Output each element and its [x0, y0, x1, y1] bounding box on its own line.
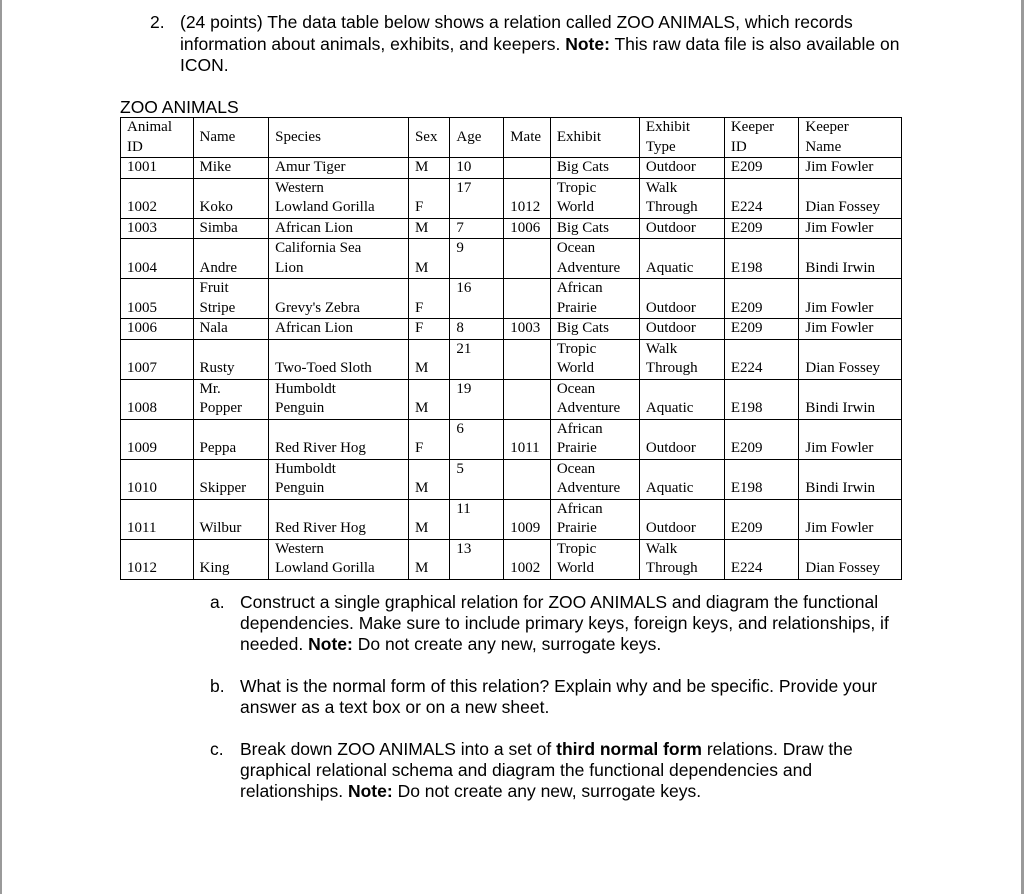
cell-exhibit-type [639, 379, 724, 419]
cell-exhibit [550, 239, 639, 279]
table-body [121, 158, 902, 580]
cell-sex: F [408, 319, 449, 340]
text-run: Do not create any new, surrogate keys. [392, 781, 702, 801]
table-row [121, 239, 902, 279]
cell-keeper-id: E209 [724, 218, 799, 239]
cell-name [193, 319, 269, 340]
sub-question-letter: a. [210, 592, 225, 612]
header-exhibit [550, 118, 639, 158]
cell-keeper-name: Jim Fowler [799, 419, 902, 459]
cell-keeper-id: E209 [724, 319, 799, 340]
sub-question-text [240, 676, 900, 718]
cell-species [269, 319, 409, 340]
table-header-row [121, 118, 902, 158]
cell-line: Humboldt [275, 380, 336, 397]
cell-exhibit-type [639, 459, 724, 499]
cell-line: Lowland Gorilla [275, 199, 375, 215]
cell-line: Adventure [556, 480, 621, 496]
cell-keeper-name: Jim Fowler [799, 499, 902, 539]
cell-age: 5 [450, 459, 504, 499]
cell-mate: 1006 [504, 218, 551, 239]
cell-mate: 1002 [504, 539, 551, 579]
cell-species [269, 279, 409, 319]
cell-line: African Lion [275, 320, 353, 336]
cell-line: Red River Hog [275, 440, 366, 456]
cell-keeper-name: Bindi Irwin [799, 379, 902, 419]
header-line: Keeper [730, 119, 775, 135]
cell-keeper-id: E224 [724, 178, 799, 218]
table-row [121, 319, 902, 340]
header-exhibit-type [639, 118, 724, 158]
cell-exhibit-type [639, 178, 724, 218]
cell-line: Walk [645, 540, 678, 557]
cell-species [269, 499, 409, 539]
text-run: Break down ZOO ANIMALS into a set of [240, 739, 557, 759]
table-row [121, 419, 902, 459]
text-run: relations. Draw the graphical relational schema and diagram the functional dependencies and relationships. [240, 739, 853, 801]
cell-keeper-id: E209 [724, 419, 799, 459]
bold-text: Note: [565, 33, 610, 54]
cell-age: 6 [450, 419, 504, 459]
cell-exhibit-type [639, 499, 724, 539]
cell-mate [504, 459, 551, 499]
cell-sex: M [408, 459, 449, 499]
bold-text: Note: [347, 781, 393, 801]
header-line: Exhibit [645, 119, 691, 135]
cell-line: Lowland Gorilla [275, 560, 375, 576]
header-line: Mate [510, 128, 542, 145]
cell-keeper-name: Jim Fowler [799, 319, 902, 340]
cell-line: Andre [199, 259, 237, 276]
cell-exhibit [550, 218, 639, 239]
cell-keeper-id: E209 [724, 499, 799, 539]
cell-sex: F [408, 178, 449, 218]
cell-id: 1010 [121, 459, 194, 499]
header-line: ID [730, 138, 747, 155]
cell-line: Adventure [556, 400, 621, 416]
cell-id: 1008 [121, 379, 194, 419]
cell-exhibit [550, 459, 639, 499]
cell-line: Through [645, 199, 698, 215]
cell-line: Outdoor [645, 520, 696, 536]
cell-name [193, 459, 269, 499]
zoo-animals-table [120, 117, 902, 580]
cell-species [269, 539, 409, 579]
header-line: Name [805, 138, 842, 155]
cell-name [193, 178, 269, 218]
header-mate [504, 118, 551, 158]
sub-question-b [210, 676, 900, 718]
cell-line: Big Cats [556, 219, 609, 236]
cell-id: 1012 [121, 539, 194, 579]
cell-id: 1011 [121, 499, 194, 539]
sub-question-letter: c. [210, 739, 224, 759]
cell-line: Prairie [556, 440, 597, 456]
cell-line: Big Cats [556, 320, 609, 336]
cell-line: Two-Toed Sloth [275, 360, 372, 376]
cell-exhibit-type [639, 279, 724, 319]
cell-mate [504, 158, 551, 179]
header-age [450, 118, 504, 158]
cell-id: 1006 [121, 319, 194, 340]
cell-mate: 1003 [504, 319, 551, 340]
cell-line: Simba [199, 219, 238, 236]
cell-line: Amur Tiger [275, 159, 346, 175]
header-animal-id [121, 118, 194, 158]
header-line: Age [456, 128, 482, 145]
cell-species [269, 218, 409, 239]
cell-line: Skipper [199, 480, 247, 496]
cell-keeper-name: Dian Fossey [799, 339, 902, 379]
cell-keeper-id: E198 [724, 379, 799, 419]
header-line: Sex [414, 128, 438, 145]
table-title: ZOO ANIMALS [120, 97, 239, 117]
cell-name [193, 539, 269, 579]
header-line: Name [199, 128, 236, 145]
cell-line: Nala [199, 320, 228, 336]
cell-exhibit [550, 419, 639, 459]
cell-line: Outdoor [645, 299, 696, 316]
cell-line: Aquatic [645, 400, 694, 416]
cell-name [193, 339, 269, 379]
cell-exhibit [550, 339, 639, 379]
cell-age: 10 [450, 158, 504, 179]
cell-line: African Lion [275, 219, 353, 236]
cell-age: 17 [450, 178, 504, 218]
cell-line: Penguin [275, 480, 325, 496]
table-row [121, 158, 902, 179]
cell-line: Koko [199, 199, 233, 215]
cell-keeper-name: Jim Fowler [799, 218, 902, 239]
cell-keeper-name: Jim Fowler [799, 279, 902, 319]
sub-question-text [240, 739, 900, 802]
cell-line: Outdoor [645, 440, 696, 456]
table-row [121, 339, 902, 379]
header-line: Exhibit [556, 128, 601, 145]
cell-species [269, 379, 409, 419]
cell-age: 7 [450, 218, 504, 239]
cell-line: Through [645, 560, 698, 576]
cell-line: Popper [199, 400, 242, 416]
cell-sex: M [408, 539, 449, 579]
cell-sex: M [408, 499, 449, 539]
sub-question-c [210, 739, 900, 802]
cell-line: Walk [645, 179, 678, 196]
text-run: Do not create any new, surrogate keys. [352, 634, 662, 654]
cell-sex: F [408, 279, 449, 319]
cell-exhibit-type [639, 239, 724, 279]
page-left-border [0, 0, 2, 894]
cell-line: African [556, 500, 603, 517]
header-sex [408, 118, 449, 158]
cell-name [193, 239, 269, 279]
cell-exhibit-type [639, 539, 724, 579]
bold-text: third normal form [556, 739, 702, 759]
cell-name [193, 279, 269, 319]
cell-id: 1002 [121, 178, 194, 218]
cell-mate: 1012 [504, 178, 551, 218]
cell-keeper-name: Jim Fowler [799, 158, 902, 179]
header-line: Keeper [805, 119, 849, 135]
cell-line: Through [645, 360, 698, 376]
cell-line: Penguin [275, 400, 325, 416]
cell-line: Grevy's Zebra [275, 299, 360, 316]
cell-keeper-name: Dian Fossey [799, 539, 902, 579]
cell-species [269, 239, 409, 279]
cell-line: Tropic [556, 540, 597, 557]
table-row [121, 279, 902, 319]
header-name [193, 118, 269, 158]
text-run: Construct a single graphical relation for ZOO ANIMALS and diagram the functional dependencies. Make sure to include primary keys, foreign keys, and relationships, if needed. [240, 592, 889, 654]
cell-line: Aquatic [645, 480, 694, 496]
cell-line: Ocean [556, 240, 596, 256]
cell-line: Walk [645, 340, 678, 357]
cell-line: World [556, 560, 594, 576]
table-row [121, 539, 902, 579]
cell-age: 11 [450, 499, 504, 539]
cell-species [269, 178, 409, 218]
header-keeper-name [799, 118, 902, 158]
cell-line: Red River Hog [275, 520, 366, 536]
cell-sex: M [408, 218, 449, 239]
header-line: ID [127, 138, 143, 155]
cell-line: Stripe [199, 299, 236, 316]
cell-exhibit-type [639, 419, 724, 459]
cell-age: 13 [450, 539, 504, 579]
cell-sex: M [408, 158, 449, 179]
cell-line: King [199, 560, 230, 576]
table-row [121, 218, 902, 239]
cell-species [269, 419, 409, 459]
cell-line: Western [275, 540, 324, 557]
cell-mate: 1009 [504, 499, 551, 539]
cell-line: Humboldt [275, 460, 336, 477]
header-line: Type [645, 138, 676, 155]
cell-age: 19 [450, 379, 504, 419]
cell-name [193, 499, 269, 539]
cell-mate [504, 279, 551, 319]
cell-id: 1001 [121, 158, 194, 179]
cell-line: California Sea [275, 240, 362, 256]
cell-species [269, 158, 409, 179]
cell-line: World [556, 360, 594, 376]
cell-name [193, 419, 269, 459]
question-2 [150, 12, 910, 77]
header-keeper-id [724, 118, 799, 158]
cell-exhibit [550, 279, 639, 319]
cell-name [193, 218, 269, 239]
cell-line: Rusty [199, 360, 235, 376]
cell-line: Outdoor [645, 320, 696, 336]
cell-keeper-name: Dian Fossey [799, 178, 902, 218]
cell-line: Prairie [556, 299, 597, 316]
cell-line: Aquatic [645, 259, 694, 276]
cell-mate [504, 239, 551, 279]
cell-line: Fruit [199, 280, 229, 296]
cell-age: 8 [450, 319, 504, 340]
cell-name [193, 379, 269, 419]
cell-keeper-id: E209 [724, 279, 799, 319]
cell-keeper-name: Bindi Irwin [799, 459, 902, 499]
cell-exhibit-type [639, 158, 724, 179]
cell-age: 9 [450, 239, 504, 279]
question-number: 2. [150, 12, 165, 32]
cell-line: World [556, 199, 594, 215]
cell-keeper-id: E198 [724, 459, 799, 499]
cell-id: 1003 [121, 218, 194, 239]
cell-line: Lion [275, 259, 304, 276]
cell-sex: M [408, 339, 449, 379]
cell-sex: M [408, 379, 449, 419]
cell-sex: M [408, 239, 449, 279]
cell-line: Tropic [556, 179, 597, 196]
cell-exhibit [550, 319, 639, 340]
cell-id: 1007 [121, 339, 194, 379]
cell-mate [504, 379, 551, 419]
cell-line: Mike [199, 159, 232, 175]
cell-exhibit-type [639, 319, 724, 340]
header-line: Animal [127, 119, 172, 135]
cell-keeper-id: E209 [724, 158, 799, 179]
cell-sex: F [408, 419, 449, 459]
sub-question-letter: b. [210, 676, 225, 696]
cell-keeper-id: E224 [724, 539, 799, 579]
question-text [180, 12, 910, 77]
cell-keeper-id: E198 [724, 239, 799, 279]
cell-line: Tropic [556, 340, 597, 357]
cell-line: Wilbur [199, 520, 242, 536]
cell-line: Adventure [556, 259, 621, 276]
cell-name [193, 158, 269, 179]
cell-keeper-name: Bindi Irwin [799, 239, 902, 279]
cell-exhibit [550, 178, 639, 218]
cell-line: Mr. [199, 380, 221, 397]
text-run: What is the normal form of this relation? Explain why and be specific. Provide your answer as a text box or on a new sheet. [240, 676, 878, 717]
cell-line: Prairie [556, 520, 597, 536]
cell-line: Ocean [556, 380, 596, 397]
cell-age: 16 [450, 279, 504, 319]
header-line: Species [275, 128, 321, 145]
cell-species [269, 459, 409, 499]
cell-mate [504, 339, 551, 379]
cell-line: Western [275, 179, 324, 196]
cell-line: Outdoor [645, 219, 696, 236]
cell-mate: 1011 [504, 419, 551, 459]
cell-id: 1005 [121, 279, 194, 319]
cell-keeper-id: E224 [724, 339, 799, 379]
cell-exhibit-type [639, 218, 724, 239]
table-row [121, 499, 902, 539]
sub-questions [210, 592, 900, 823]
cell-exhibit [550, 539, 639, 579]
sub-question-a [210, 592, 900, 655]
cell-exhibit-type [639, 339, 724, 379]
cell-id: 1009 [121, 419, 194, 459]
table-row [121, 379, 902, 419]
header-species [269, 118, 409, 158]
text-run: (24 points) The data table below shows a relation called ZOO ANIMALS, which records information about animals, exhibits, and keepers. [180, 12, 853, 54]
text-run: This raw data file is also available on ICON. [180, 33, 900, 75]
cell-age: 21 [450, 339, 504, 379]
cell-line: African [556, 280, 603, 296]
cell-line: Peppa [199, 440, 237, 456]
cell-line: Big Cats [556, 159, 609, 175]
cell-species [269, 339, 409, 379]
cell-exhibit [550, 499, 639, 539]
table-row [121, 459, 902, 499]
cell-line: Ocean [556, 460, 596, 477]
cell-line: Outdoor [645, 159, 696, 175]
sub-question-text [240, 592, 900, 655]
cell-line: African [556, 420, 603, 437]
bold-text: Note: [308, 634, 353, 654]
cell-id: 1004 [121, 239, 194, 279]
cell-exhibit [550, 158, 639, 179]
table-row [121, 178, 902, 218]
cell-exhibit [550, 379, 639, 419]
